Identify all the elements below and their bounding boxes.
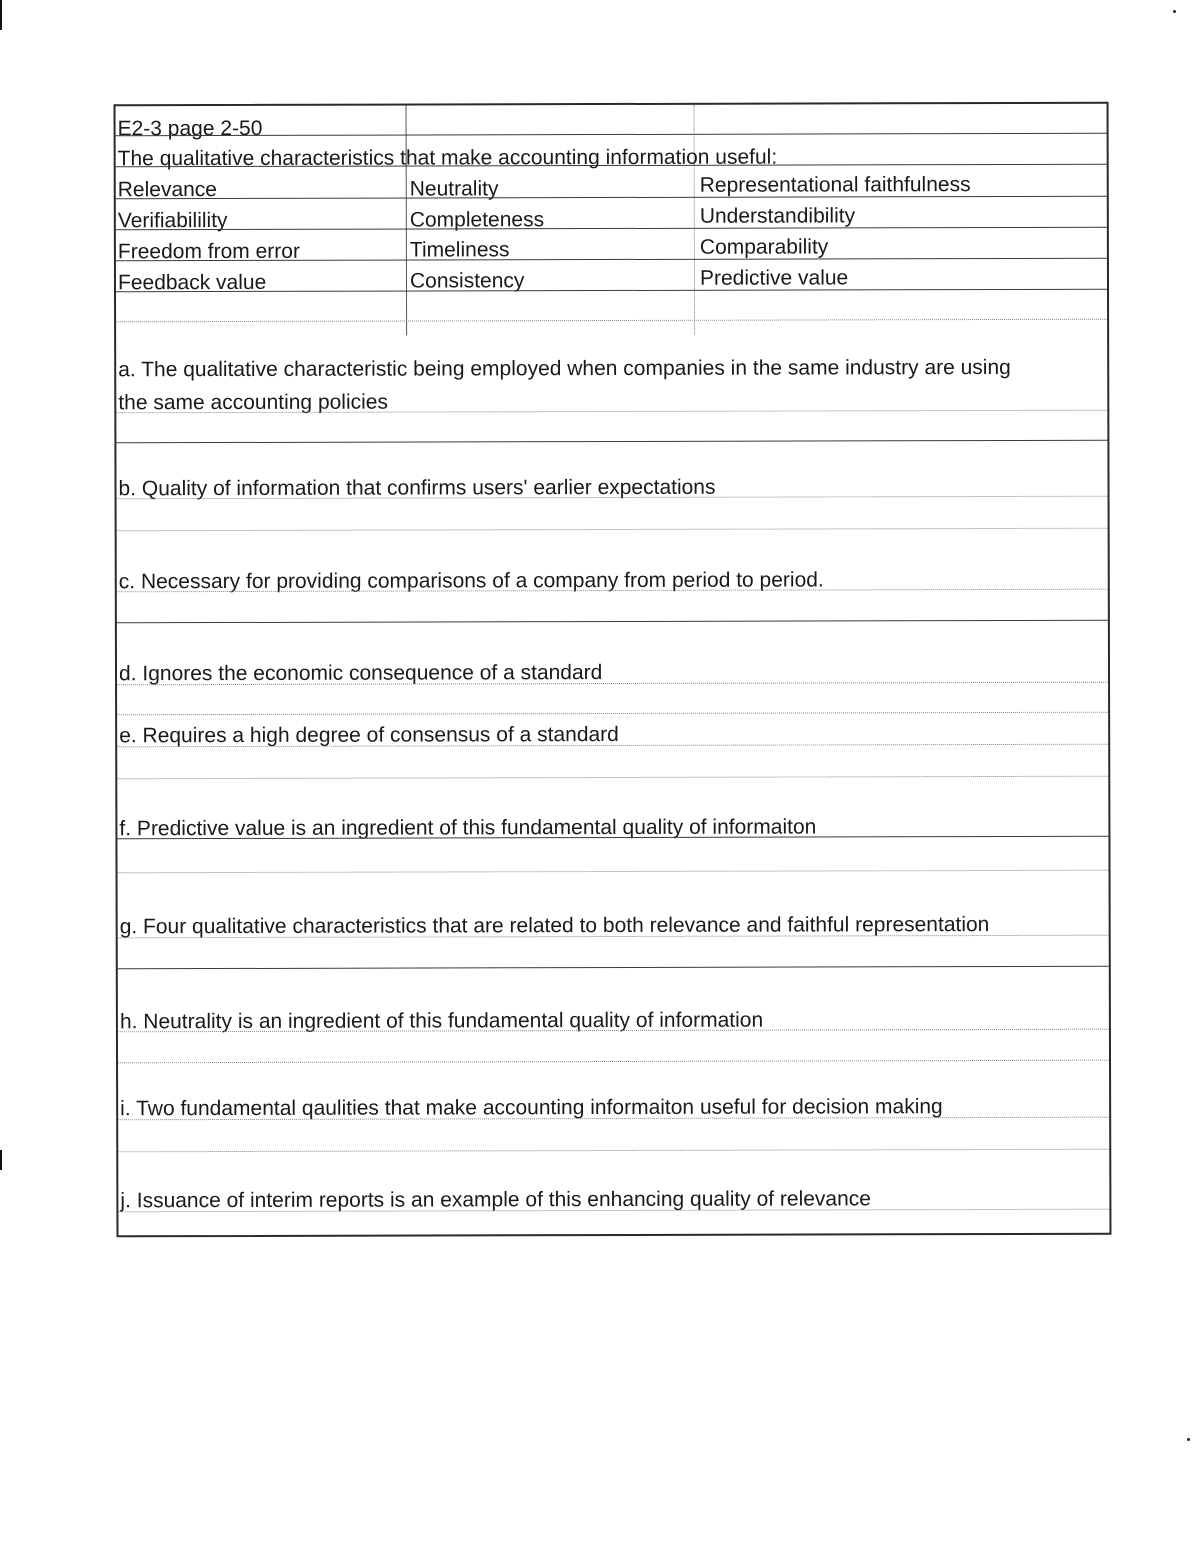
- scan-edge-mark: [0, 0, 2, 30]
- row-line: [116, 133, 1107, 137]
- column-divider: [694, 105, 696, 335]
- question-a-line2: the same accounting policies: [118, 390, 389, 415]
- question-a-line1: a. The qualitative characteristic being employed when companies in the same industry are using: [118, 355, 1011, 382]
- characteristic-cell: Feedback value: [117, 270, 267, 295]
- scan-speck: [1173, 10, 1176, 13]
- row-line: [116, 319, 1107, 323]
- question-f: f. Predictive value is an ingredient of this fundamental quality of informaiton: [119, 815, 817, 841]
- row-line: [116, 440, 1107, 444]
- question-g: g. Four qualitative characteristics that are related to both relevance and faithful representation: [119, 913, 990, 939]
- question-c: c. Necessary for providing comparisons of a company from period to period.: [118, 568, 824, 594]
- characteristic-cell: Comparability: [699, 235, 829, 259]
- characteristic-cell: Understandibility: [699, 204, 856, 228]
- characteristic-cell: Neutrality: [409, 177, 499, 201]
- scan-edge-mark: [0, 1150, 2, 1170]
- characteristic-cell: Consistency: [409, 269, 525, 293]
- row-line: [118, 870, 1109, 874]
- row-line: [117, 620, 1108, 624]
- intro-text: The qualitative characteristics that make accounting information useful:: [117, 145, 778, 171]
- characteristic-cell: Representational faithfulness: [699, 173, 971, 197]
- characteristic-cell: Completeness: [409, 208, 545, 232]
- column-divider: [406, 106, 408, 336]
- exercise-title: E2-3 page 2-50: [117, 116, 263, 141]
- worksheet-table: [114, 102, 1112, 1238]
- row-line: [118, 1060, 1109, 1064]
- question-h: h. Neutrality is an ingredient of this fundamental quality of information: [119, 1008, 764, 1034]
- row-line: [118, 1149, 1109, 1153]
- characteristic-cell: Freedom from error: [117, 239, 300, 264]
- characteristic-cell: Relevance: [117, 178, 218, 202]
- row-line: [116, 196, 1107, 200]
- characteristic-cell: Timeliness: [409, 238, 510, 262]
- question-b: b. Quality of information that confirms users' earlier expectations: [118, 475, 716, 501]
- row-line: [118, 966, 1109, 970]
- row-line: [117, 528, 1108, 532]
- question-i: i. Two fundamental qaulities that make accounting informaiton useful for decision making: [120, 1095, 943, 1121]
- row-line: [116, 227, 1107, 231]
- question-d: d. Ignores the economic consequence of a standard: [118, 661, 603, 686]
- question-j: j. Issuance of interim reports is an example of this enhancing quality of relevance: [120, 1187, 871, 1213]
- characteristic-cell: Predictive value: [699, 266, 849, 290]
- scan-speck: [1187, 1438, 1190, 1441]
- row-line: [117, 712, 1108, 716]
- characteristic-cell: Verifiabilility: [117, 209, 228, 233]
- question-e: e. Requires a high degree of consensus of a standard: [119, 722, 619, 748]
- row-line: [117, 776, 1108, 780]
